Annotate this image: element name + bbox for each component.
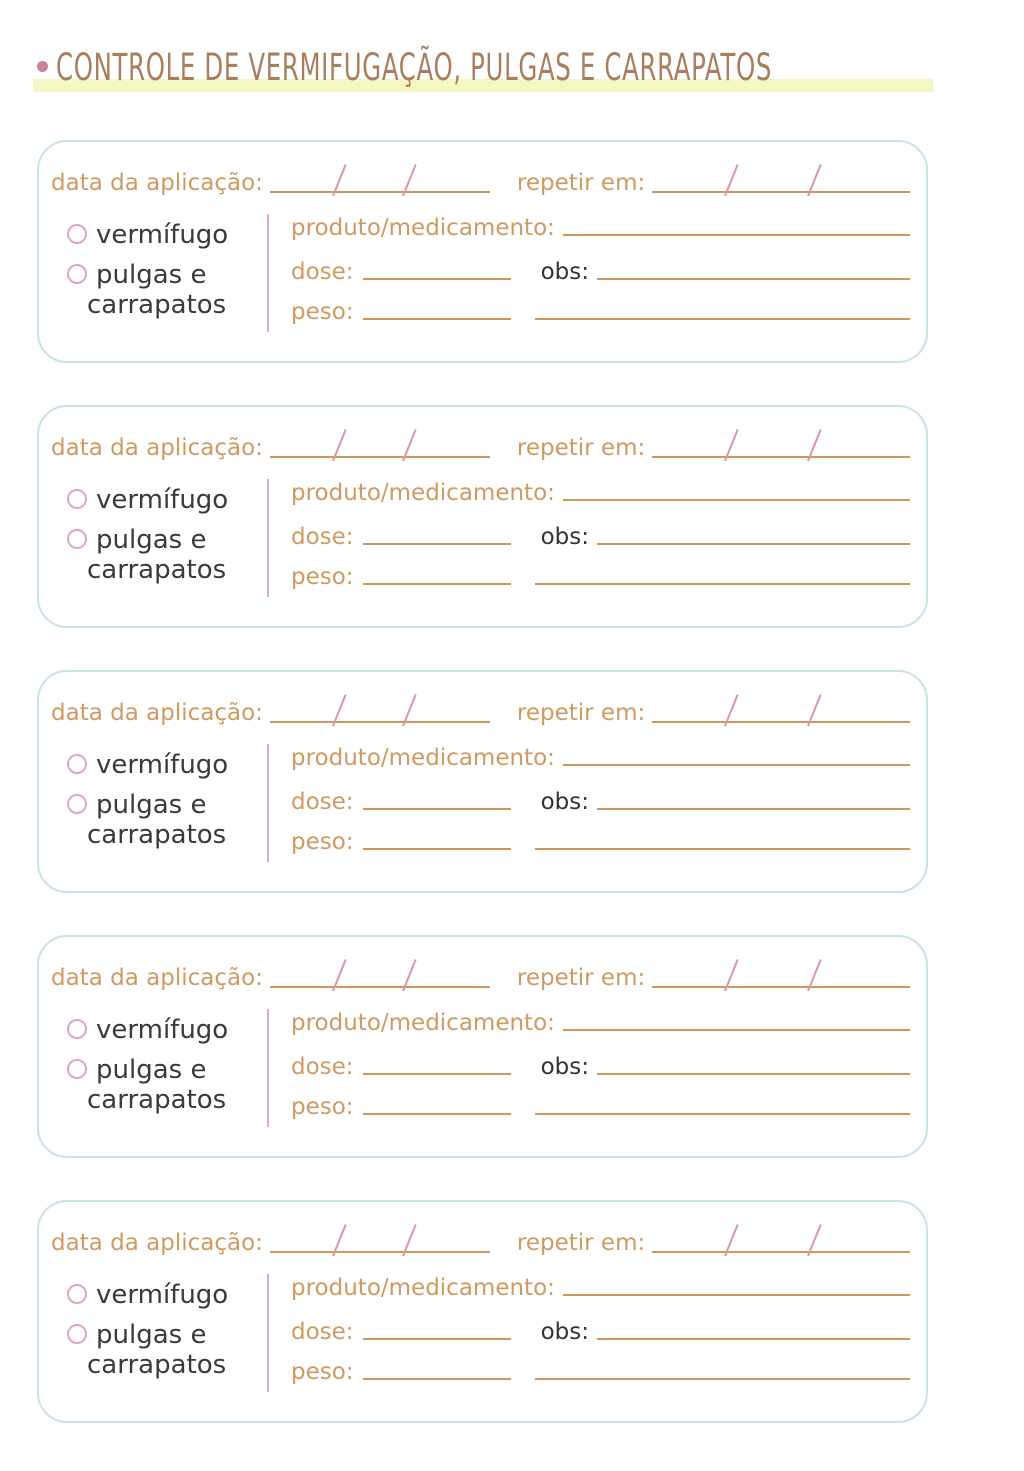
medication-fields: [269, 1003, 910, 1127]
obs-label: obs:: [540, 788, 589, 815]
obs-field[interactable]: [597, 1073, 910, 1075]
pulgas-carrapatos-label: [87, 524, 227, 586]
pulgas-label-line1: pulgas e: [96, 1319, 207, 1350]
product-label: produto/medicamento:: [291, 479, 555, 506]
card-body: [51, 208, 910, 332]
vermifugo-radio-circle-icon[interactable]: [67, 489, 87, 509]
option-pulgas-carrapatos[interactable]: [67, 260, 267, 321]
pulgas-carrapatos-radio-circle-icon[interactable]: [67, 794, 87, 814]
pulgas-carrapatos-label: [87, 259, 227, 321]
product-field[interactable]: [563, 1029, 910, 1031]
treatment-type-options: [51, 208, 267, 332]
date-slash-icon: [332, 429, 347, 461]
obs-field-line2[interactable]: [535, 848, 910, 850]
dates-row: [51, 694, 910, 726]
product-field[interactable]: [563, 764, 910, 766]
dose-field[interactable]: [363, 808, 511, 810]
dose-obs-row: [291, 1036, 910, 1080]
obs-label: obs:: [540, 1053, 589, 1080]
application-date-field[interactable]: [270, 157, 490, 193]
treatment-type-options: [51, 473, 267, 597]
vermifugo-radio-circle-icon[interactable]: [67, 754, 87, 774]
weight-obs-row: [291, 550, 910, 590]
option-pulgas-carrapatos[interactable]: [67, 525, 267, 586]
weight-obs-row: [291, 285, 910, 325]
date-slash-icon: [724, 1224, 739, 1256]
obs-field-line2[interactable]: [535, 1378, 910, 1380]
option-pulgas-carrapatos[interactable]: [67, 1055, 267, 1116]
pulgas-carrapatos-radio-circle-icon[interactable]: [67, 529, 87, 549]
obs-field[interactable]: [597, 543, 910, 545]
treatment-type-options: [51, 1003, 267, 1127]
treatment-record-card: [37, 670, 928, 893]
application-date-field[interactable]: [270, 687, 490, 723]
treatment-type-options: [51, 1268, 267, 1392]
card-body: [51, 1268, 910, 1392]
product-row: [291, 738, 910, 771]
product-field[interactable]: [563, 1294, 910, 1296]
obs-label: obs:: [540, 523, 589, 550]
application-date-label: data da aplicação:: [51, 434, 263, 461]
dates-row: [51, 429, 910, 461]
dose-field[interactable]: [363, 278, 511, 280]
medication-fields: [269, 1268, 910, 1392]
weight-obs-row: [291, 1345, 910, 1385]
date-slash-icon: [332, 694, 347, 726]
vermifugo-label: vermífugo: [96, 1280, 229, 1310]
vermifugo-label: vermífugo: [96, 485, 229, 515]
date-slash-icon: [332, 164, 347, 196]
treatment-record-card: [37, 405, 928, 628]
date-slash-icon: [724, 429, 739, 461]
date-slash-icon: [402, 1224, 417, 1256]
date-slash-icon: [807, 164, 822, 196]
card-body: [51, 1003, 910, 1127]
pulgas-label-line2: carrapatos: [87, 820, 227, 851]
date-slash-icon: [807, 959, 822, 991]
medication-fields: [269, 473, 910, 597]
option-pulgas-carrapatos[interactable]: [67, 790, 267, 851]
weight-label: peso:: [291, 298, 354, 325]
dates-row: [51, 164, 910, 196]
date-slash-icon: [807, 1224, 822, 1256]
dose-obs-row: [291, 771, 910, 815]
repeat-date-field[interactable]: [652, 687, 910, 723]
pulgas-label-line2: carrapatos: [87, 1350, 227, 1381]
product-row: [291, 208, 910, 241]
dose-field[interactable]: [363, 1338, 511, 1340]
product-field[interactable]: [563, 234, 910, 236]
vermifugo-label: vermífugo: [96, 220, 229, 250]
obs-field[interactable]: [597, 808, 910, 810]
repeat-date-label: repetir em:: [516, 1229, 646, 1256]
date-slash-icon: [724, 959, 739, 991]
weight-label: peso:: [291, 563, 354, 590]
option-vermifugo[interactable]: [67, 1015, 267, 1046]
pulgas-carrapatos-radio-circle-icon[interactable]: [67, 264, 87, 284]
pulgas-carrapatos-radio-circle-icon[interactable]: [67, 1059, 87, 1079]
repeat-date-label: repetir em:: [516, 169, 646, 196]
medication-fields: [269, 208, 910, 332]
dose-obs-row: [291, 1301, 910, 1345]
dose-field[interactable]: [363, 1073, 511, 1075]
pulgas-carrapatos-radio-circle-icon[interactable]: [67, 1324, 87, 1344]
obs-label: obs:: [540, 258, 589, 285]
page-title: CONTROLE DE VERMIFUGAÇÃO, PULGAS E CARRAPATOS: [56, 46, 773, 89]
obs-field-line2[interactable]: [535, 583, 910, 585]
obs-field-line2[interactable]: [535, 1113, 910, 1115]
weight-field[interactable]: [363, 1378, 511, 1380]
repeat-date-field[interactable]: [652, 1217, 910, 1253]
vermifugo-label: vermífugo: [96, 1015, 229, 1045]
dates-row: [51, 959, 910, 991]
bullet-dot-icon: [37, 61, 48, 72]
pulgas-label-line1: pulgas e: [96, 789, 207, 820]
treatment-type-options: [51, 738, 267, 862]
treatment-record-card: [37, 1200, 928, 1423]
date-slash-icon: [807, 429, 822, 461]
vermifugo-label: vermífugo: [96, 750, 229, 780]
product-row: [291, 1268, 910, 1301]
weight-label: peso:: [291, 1093, 354, 1120]
product-row: [291, 473, 910, 506]
weight-obs-row: [291, 1080, 910, 1120]
dose-label: dose:: [291, 1318, 354, 1345]
treatment-record-card: [37, 140, 928, 363]
date-slash-icon: [724, 694, 739, 726]
application-date-field[interactable]: [270, 952, 490, 988]
dose-label: dose:: [291, 258, 354, 285]
application-date-label: data da aplicação:: [51, 1229, 263, 1256]
option-vermifugo[interactable]: [67, 750, 267, 781]
treatment-record-card: [37, 935, 928, 1158]
application-date-label: data da aplicação:: [51, 964, 263, 991]
vermifugo-radio-circle-icon[interactable]: [67, 1019, 87, 1039]
obs-label: obs:: [540, 1318, 589, 1345]
dose-field[interactable]: [363, 543, 511, 545]
dose-obs-row: [291, 241, 910, 285]
dose-label: dose:: [291, 523, 354, 550]
date-slash-icon: [724, 164, 739, 196]
weight-obs-row: [291, 815, 910, 855]
pulgas-label-line1: pulgas e: [96, 259, 207, 290]
pulgas-label-line2: carrapatos: [87, 1085, 227, 1116]
weight-field[interactable]: [363, 848, 511, 850]
weight-field[interactable]: [363, 318, 511, 320]
repeat-date-field[interactable]: [652, 422, 910, 458]
repeat-date-field[interactable]: [652, 157, 910, 193]
weight-field[interactable]: [363, 583, 511, 585]
product-label: produto/medicamento:: [291, 1009, 555, 1036]
date-slash-icon: [332, 959, 347, 991]
repeat-date-label: repetir em:: [516, 434, 646, 461]
product-field[interactable]: [563, 499, 910, 501]
pulgas-carrapatos-label: [87, 789, 227, 851]
card-body: [51, 738, 910, 862]
obs-field[interactable]: [597, 1338, 910, 1340]
option-vermifugo[interactable]: [67, 220, 267, 251]
record-cards-container: [0, 140, 1024, 1423]
date-slash-icon: [402, 959, 417, 991]
option-pulgas-carrapatos[interactable]: [67, 1320, 267, 1381]
application-date-field[interactable]: [270, 422, 490, 458]
repeat-date-field[interactable]: [652, 952, 910, 988]
medication-fields: [269, 738, 910, 862]
option-vermifugo[interactable]: [67, 485, 267, 516]
option-vermifugo[interactable]: [67, 1280, 267, 1311]
pulgas-label-line2: carrapatos: [87, 290, 227, 321]
vermifugo-radio-circle-icon[interactable]: [67, 1284, 87, 1304]
date-slash-icon: [402, 429, 417, 461]
product-label: produto/medicamento:: [291, 1274, 555, 1301]
vermifugo-radio-circle-icon[interactable]: [67, 224, 87, 244]
pulgas-label-line2: carrapatos: [87, 555, 227, 586]
card-body: [51, 473, 910, 597]
obs-field[interactable]: [597, 278, 910, 280]
weight-label: peso:: [291, 1358, 354, 1385]
product-label: produto/medicamento:: [291, 744, 555, 771]
repeat-date-label: repetir em:: [516, 699, 646, 726]
application-date-label: data da aplicação:: [51, 169, 263, 196]
date-slash-icon: [402, 694, 417, 726]
weight-label: peso:: [291, 828, 354, 855]
page-header: [0, 0, 1024, 140]
application-date-field[interactable]: [270, 1217, 490, 1253]
dose-obs-row: [291, 506, 910, 550]
product-row: [291, 1003, 910, 1036]
application-date-label: data da aplicação:: [51, 699, 263, 726]
date-slash-icon: [332, 1224, 347, 1256]
date-slash-icon: [807, 694, 822, 726]
dose-label: dose:: [291, 788, 354, 815]
repeat-date-label: repetir em:: [516, 964, 646, 991]
dates-row: [51, 1224, 910, 1256]
pulgas-carrapatos-label: [87, 1319, 227, 1381]
product-label: produto/medicamento:: [291, 214, 555, 241]
pulgas-carrapatos-label: [87, 1054, 227, 1116]
obs-field-line2[interactable]: [535, 318, 910, 320]
pulgas-label-line1: pulgas e: [96, 524, 207, 555]
date-slash-icon: [402, 164, 417, 196]
weight-field[interactable]: [363, 1113, 511, 1115]
dose-label: dose:: [291, 1053, 354, 1080]
pulgas-label-line1: pulgas e: [96, 1054, 207, 1085]
